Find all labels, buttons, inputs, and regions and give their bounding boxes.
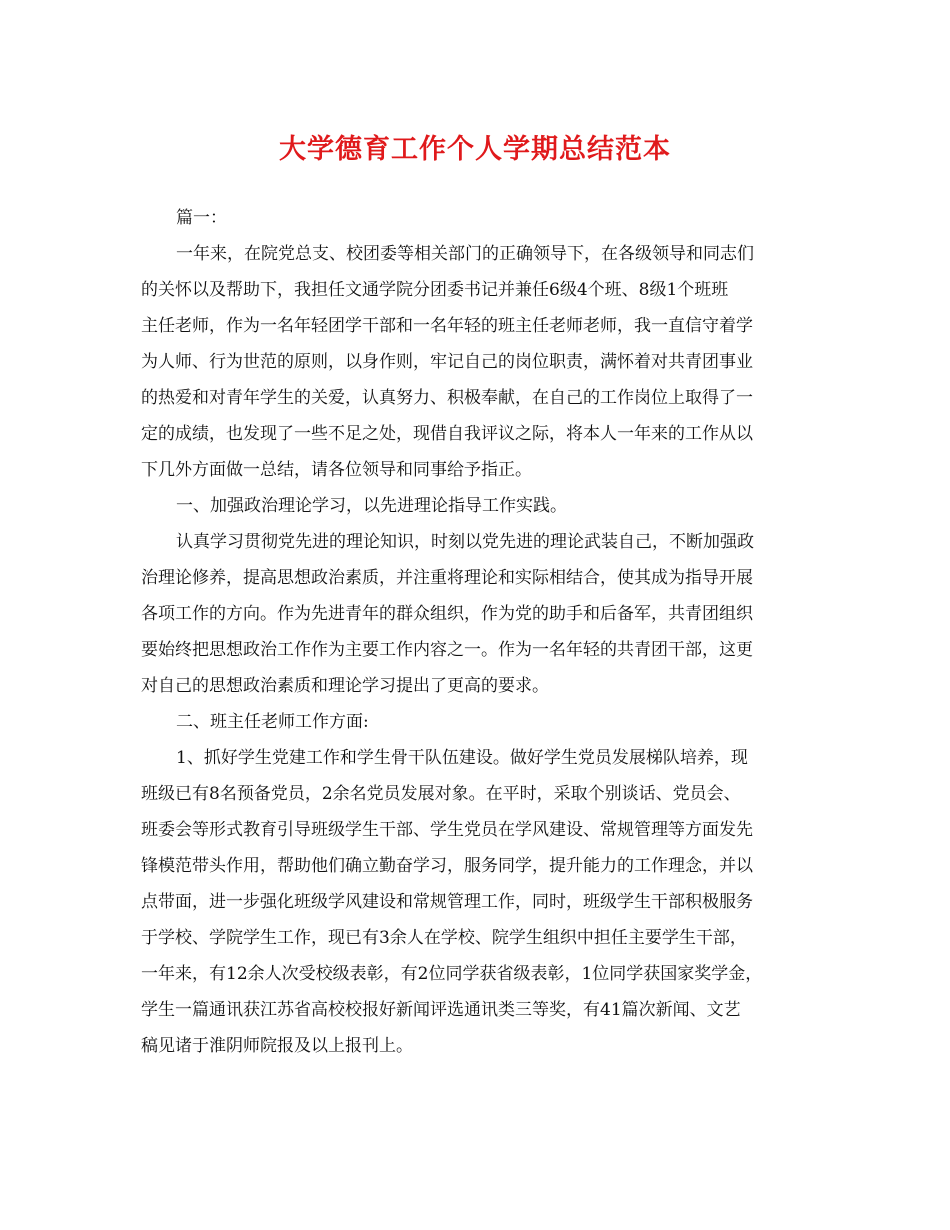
text-line: 学生一篇通讯获江苏省高校校报好新闻评选通讯类三等奖，有41篇次新闻、文艺 (141, 1000, 741, 1020)
text-line: 篇一： (176, 208, 227, 228)
text-line: 于学校、学院学生工作，现已有3余人在学校、院学生组织中担任主要学生干部， (141, 928, 747, 948)
text-line: 为人师、行为世范的原则，以身作则，牢记自己的岗位职责，满怀着对共青团事业 (141, 352, 753, 372)
document-title: 大学德育工作个人学期总结范本 (279, 134, 671, 165)
text-line: 的关怀以及帮助下，我担任文通学院分团委书记并兼任6级4个班、8级1个班班 (141, 280, 729, 300)
text-line: 二、班主任老师工作方面: (176, 712, 369, 732)
text-line: 一年来，有12余人次受校级表彰，有2位同学获省级表彰，1位同学获国家奖学金， (141, 964, 763, 984)
text-line: 稿见诸于淮阴师院报及以上报刊上。 (141, 1036, 413, 1056)
text-line: 班级已有8名预备党员，2余名党员发展对象。在平时，采取个别谈话、党员会、 (141, 784, 741, 804)
text-line: 认真学习贯彻党先进的理论知识，时刻以党先进的理论武装自己，不断加强政 (176, 532, 754, 552)
text-line: 对自己的思想政治素质和理论学习提出了更高的要求。 (141, 676, 549, 696)
text-line: 定的成绩，也发现了一些不足之处，现借自我评议之际，将本人一年来的工作从以 (141, 424, 753, 444)
text-line: 一年来，在院党总支、校团委等相关部门的正确领导下，在各级领导和同志们 (176, 244, 754, 264)
text-line: 各项工作的方向。作为先进青年的群众组织，作为党的助手和后备军，共青团组织 (141, 604, 753, 624)
text-line: 锋模范带头作用，帮助他们确立勤奋学习，服务同学，提升能力的工作理念，并以 (141, 856, 753, 876)
text-line: 治理论修养，提高思想政治素质，并注重将理论和实际相结合，使其成为指导开展 (141, 568, 753, 588)
text-line: 的热爱和对青年学生的关爱，认真努力、积极奉献，在自己的工作岗位上取得了一 (141, 388, 753, 408)
text-line: 一、加强政治理论学习，以先进理论指导工作实践。 (176, 496, 567, 516)
text-line: 班委会等形式教育引导班级学生干部、学生党员在学风建设、常规管理等方面发先 (141, 820, 753, 840)
text-line: 下几外方面做一总结，请各位领导和同事给予指正。 (141, 460, 532, 480)
text-line: 点带面，进一步强化班级学风建设和常规管理工作，同时，班级学生干部积极服务 (141, 892, 753, 912)
text-line: 主任老师，作为一名年轻团学干部和一名年轻的班主任老师老师，我一直信守着学 (141, 316, 753, 336)
text-line: 1、抓好学生党建工作和学生骨干队伍建设。做好学生党员发展梯队培养，现 (176, 748, 748, 768)
document-body (141, 200, 811, 1064)
text-line: 要始终把思想政治工作作为主要工作内容之一。作为一名年轻的共青团干部，这更 (141, 640, 753, 660)
